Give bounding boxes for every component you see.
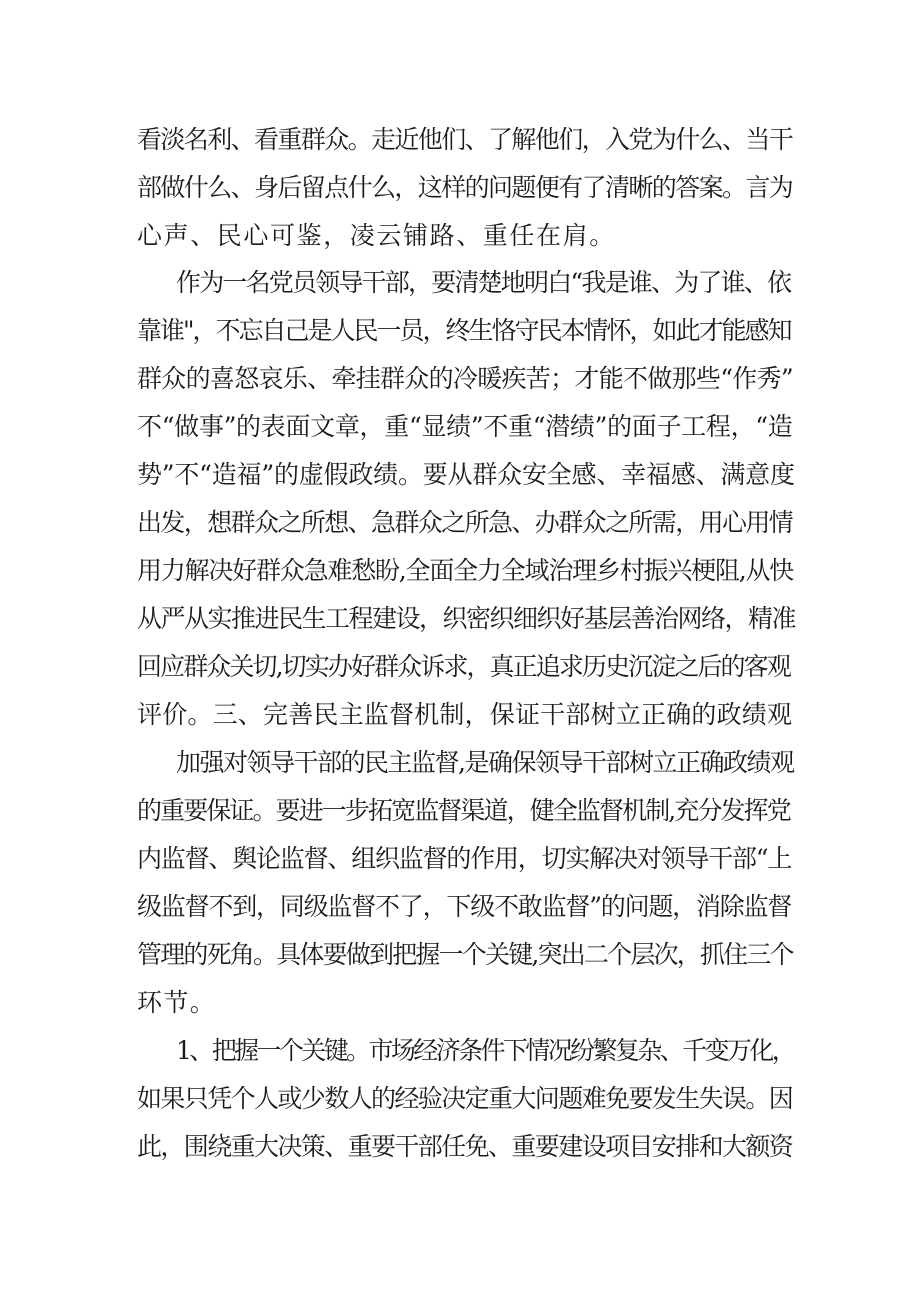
text-line: 用力解决好群众急难愁盼,全面全力全域治理乡村振兴梗阻,从快: [137, 556, 794, 585]
text-line: 部做什么、身后留点什么，这样的问题便有了清晰的答案。言为: [137, 173, 793, 202]
text-line: 内监督、舆论监督、组织监督的作用，切实解决对领导干部“上: [137, 844, 792, 873]
text-line: 此，围绕重大决策、重要干部任免、重要建设项目安排和大额资: [137, 1132, 793, 1161]
text-line: 管理的死角。具体要做到把握一个关键,突出二个层次，抓住三个: [137, 940, 793, 969]
text-line: 如果只凭个人或少数人的经验决定重大问题难免要发生失误。因: [137, 1084, 793, 1113]
text-line: 靠谁"，不忘自己是人民一员，终生恪守民本情怀，如此才能感知: [137, 316, 791, 345]
paragraph-first-line: 1、把握一个关键。市场经济条件下情况纷繁复杂、千变万化，: [176, 1036, 795, 1065]
text-line: 出发，想群众之所想、急群众之所急、办群众之所需，用心用情: [137, 508, 793, 537]
text-line: 看淡名利、看重群众。走近他们、了解他们，入党为什么、当干: [137, 125, 793, 154]
text-line: 群众的喜怒哀乐、牵挂群众的冷暖疾苦；才能不做那些“作秀”: [137, 364, 793, 393]
text-line: 不“做事”的表面文章，重“显绩”不重“潜绩”的面子工程，“造: [137, 412, 793, 441]
paragraph-first-line: 加强对领导干部的民主监督,是确保领导干部树立正确政绩观: [176, 748, 794, 777]
text-line: 级监督不到，同级监督不了，下级不敢监督”的问题，消除监督: [137, 892, 792, 921]
text-line: 回应群众关切,切实办好群众诉求，真正追求历史沉淀之后的客观: [137, 652, 790, 681]
text-line-with-heading: 评价。三、完善民主监督机制，保证干部树立正确的政绩观: [137, 700, 793, 729]
text-line: 的重要保证。要进一步拓宽监督渠道，健全监督机制,充分发挥党: [137, 796, 790, 825]
paragraph-first-line: 作为一名党员领导干部，要清楚地明白“我是谁、为了谁、依: [176, 268, 791, 297]
text-line: 心声、民心可鉴，凌云铺路、重任在肩。: [137, 221, 616, 250]
text-line: 从严从实推进民生工程建设，织密织细织好基层善治网络，精准: [137, 604, 796, 633]
text-line: 环节。: [137, 988, 217, 1017]
text-line: 势”不“造福”的虚假政绩。要从群众安全感、幸福感、满意度: [137, 460, 795, 489]
